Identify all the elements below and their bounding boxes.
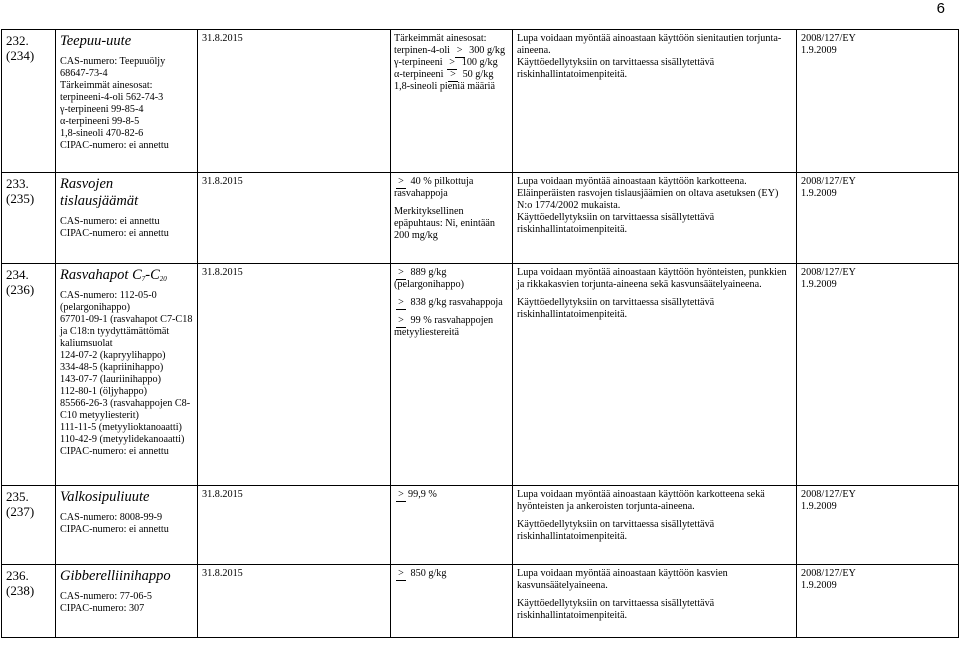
approval-date: 1.9.2009 <box>801 279 837 290</box>
identifier-line: CIPAC-numero: ei annettu <box>60 446 169 457</box>
old-entry-number: (236) <box>6 282 35 297</box>
entry-number: 236. <box>6 568 29 583</box>
directive-ref: 2008/127/EY <box>801 33 856 44</box>
identifier-line: CAS-numero: 77-06-5 <box>60 591 152 602</box>
approval-date: 1.9.2009 <box>801 501 837 512</box>
identifier-line: 143-07-7 (lauriinihappo) <box>60 374 161 385</box>
purity-header: Tärkeimmät ainesosat: <box>394 33 487 44</box>
conditions-cell <box>513 565 797 638</box>
expiry-date: 31.8.2015 <box>202 176 243 187</box>
date-cell <box>198 173 391 264</box>
purity-row: 1,8-sineoli pieniä määriä <box>394 81 495 92</box>
date-cell <box>198 565 391 638</box>
table-row <box>2 30 959 173</box>
identifier-line: 124-07-2 (kapryylihappo) <box>60 350 166 361</box>
entry-number: 235. <box>6 489 29 504</box>
purity-row: > 99 % rasvahappojen <box>394 315 508 327</box>
identifier-line: CIPAC-numero: ei annettu <box>60 140 169 151</box>
condition-text: Käyttöedellytyksiin on tarvittaessa sisällytettävä riskinhallintatoimenpiteitä. <box>517 297 715 320</box>
impurity-note: Merkityksellinen epäpuhtaus: Ni, enintään 200 mg/kg <box>394 206 495 241</box>
old-entry-number: (237) <box>6 504 35 519</box>
directive-ref: 2008/127/EY <box>801 176 856 187</box>
table-row <box>2 486 959 565</box>
purity-row: > 838 g/kg rasvahappoja <box>394 297 508 309</box>
directive-cell <box>797 486 959 565</box>
entry-number-cell <box>2 30 56 173</box>
entry-number: 232. <box>6 33 29 48</box>
substance-name: Gibberelliinihappo <box>60 568 171 584</box>
purity-row: γ-terpineeni > 100 g/kg <box>394 57 498 68</box>
identifier-line: (pelargonihappo) <box>60 302 130 313</box>
identifier-line: C10 metyyliesterit) <box>60 410 139 421</box>
substance-cell <box>56 486 198 565</box>
purity-row: (pelargonihappo) <box>394 279 464 290</box>
directive-ref: 2008/127/EY <box>801 267 856 278</box>
identifier-line: 110-42-9 (metyylidekanoaatti) <box>60 434 185 445</box>
purity-cell <box>391 486 513 565</box>
conditions-cell <box>513 30 797 173</box>
directive-cell <box>797 565 959 638</box>
entry-number-cell <box>2 264 56 486</box>
entry-number-cell <box>2 486 56 565</box>
table-row <box>2 565 959 638</box>
entry-number: 234. <box>6 267 29 282</box>
purity-row: > 99,9 % <box>394 489 508 501</box>
date-cell <box>198 264 391 486</box>
expiry-date: 31.8.2015 <box>202 568 243 579</box>
substance-cell <box>56 565 198 638</box>
conditions-cell <box>513 173 797 264</box>
identifier-line: CIPAC-numero: ei annettu <box>60 524 169 535</box>
condition-text: Eläinperäisten rasvojen tislausjäämien on oltava asetuksen (EY) N:o 1774/2002 mukaista. <box>517 188 779 211</box>
purity-cell <box>391 30 513 173</box>
substance-name: Valkosipuliuute <box>60 489 150 505</box>
identifier-line: kaliumsuolat <box>60 338 113 349</box>
condition-text: Käyttöedellytyksiin on tarvittaessa sisällytettävä riskinhallintatoimenpiteitä. <box>517 519 715 542</box>
entry-number-cell <box>2 173 56 264</box>
date-cell <box>198 486 391 565</box>
purity-row: α-terpineeni > 50 g/kg <box>394 69 494 80</box>
substance-name: Rasvojen tislausjäämät <box>60 176 139 209</box>
identifier-line: 112-80-1 (öljyhappo) <box>60 386 148 397</box>
condition-text: Lupa voidaan myöntää ainoastaan käyttöön kasvien kasvunsäätelyaineena. <box>517 568 728 591</box>
purity-row: metyyliestereitä <box>394 327 460 338</box>
date-cell <box>198 30 391 173</box>
purity-row: terpinen-4-oli > 300 g/kg <box>394 45 506 56</box>
identifier-line: 1,8-sineoli 470-82-6 <box>60 128 144 139</box>
identifier-line: CAS-numero: Teepuuöljy <box>60 56 166 67</box>
identifier-line: γ-terpineeni 99-85-4 <box>60 104 144 115</box>
condition-text: Käyttöedellytyksiin on tarvittaessa sisällytettävä riskinhallintatoimenpiteitä. <box>517 212 715 235</box>
identifier-line: 67701-09-1 (rasvahapot C7-C18 <box>60 314 193 325</box>
directive-cell <box>797 30 959 173</box>
substance-table <box>1 29 959 638</box>
purity-row: rasvahappoja <box>394 188 448 199</box>
condition-text: Käyttöedellytyksiin on tarvittaessa sisällytettävä riskinhallintatoimenpiteitä. <box>517 598 715 621</box>
directive-cell <box>797 264 959 486</box>
old-entry-number: (238) <box>6 583 35 598</box>
identifier-line: terpineeni-4-oli 562-74-3 <box>60 92 164 103</box>
approval-date: 1.9.2009 <box>801 580 837 591</box>
identifier-line: 334-48-5 (kapriinihappo) <box>60 362 164 373</box>
identifier-line: CIPAC-numero: ei annettu <box>60 228 169 239</box>
directive-cell <box>797 173 959 264</box>
condition-text: Käyttöedellytyksiin on tarvittaessa sisällytettävä riskinhallintatoimenpiteitä. <box>517 57 715 80</box>
old-entry-number: (235) <box>6 191 35 206</box>
purity-row: > 40 % pilkottuja <box>394 176 508 188</box>
purity-cell <box>391 565 513 638</box>
condition-text: Lupa voidaan myöntää ainoastaan käyttöön karkotteena sekä hyönteisten ja ankeroisten torjunta-aineena. <box>517 489 765 512</box>
table-row <box>2 173 959 264</box>
directive-ref: 2008/127/EY <box>801 568 856 579</box>
identifier-line: CAS-numero: ei annettu <box>60 216 160 227</box>
table-row <box>2 264 959 486</box>
approval-date: 1.9.2009 <box>801 188 837 199</box>
entry-number-cell <box>2 565 56 638</box>
approval-date: 1.9.2009 <box>801 45 837 56</box>
entry-number: 233. <box>6 176 29 191</box>
purity-row: > 889 g/kg <box>394 267 508 279</box>
identifier-line: CIPAC-numero: 307 <box>60 603 145 614</box>
substance-cell <box>56 173 198 264</box>
identifier-line: 68647-73-4 <box>60 68 108 79</box>
substance-cell <box>56 30 198 173</box>
expiry-date: 31.8.2015 <box>202 267 243 278</box>
substance-name: Rasvahapot $C_7-C_{20}$ <box>60 267 167 283</box>
page-number: 6 <box>936 0 945 17</box>
purity-row: > 850 g/kg <box>394 568 508 580</box>
identifier-line: 85566-26-3 (rasvahappojen C8- <box>60 398 191 409</box>
conditions-cell <box>513 486 797 565</box>
substance-name: Teepuu-uute <box>60 33 132 49</box>
condition-text: Lupa voidaan myöntää ainoastaan käyttöön karkotteena. <box>517 176 747 187</box>
identifier-line: CAS-numero: 8008-99-9 <box>60 512 163 523</box>
directive-ref: 2008/127/EY <box>801 489 856 500</box>
expiry-date: 31.8.2015 <box>202 489 243 500</box>
purity-cell <box>391 264 513 486</box>
purity-cell <box>391 173 513 264</box>
identifier-line: CAS-numero: 112-05-0 <box>60 290 157 301</box>
old-entry-number: (234) <box>6 48 35 63</box>
condition-text: Lupa voidaan myöntää ainoastaan käyttöön hyönteisten, punkkien ja rikkakasvien torjunta-aineena sekä kasvunsäätelyaineena. <box>517 267 787 290</box>
conditions-cell <box>513 264 797 486</box>
identifier-line: ja C18:n tyydyttämättömät <box>60 326 170 337</box>
substance-cell <box>56 264 198 486</box>
identifier-line: 111-11-5 (metyylioktanoaatti) <box>60 422 182 433</box>
identifier-line: α-terpineeni 99-8-5 <box>60 116 140 127</box>
condition-text: Lupa voidaan myöntää ainoastaan käyttöön sienitautien torjunta-aineena. <box>517 33 782 56</box>
identifier-line: Tärkeimmät ainesosat: <box>60 80 153 91</box>
expiry-date: 31.8.2015 <box>202 33 243 44</box>
